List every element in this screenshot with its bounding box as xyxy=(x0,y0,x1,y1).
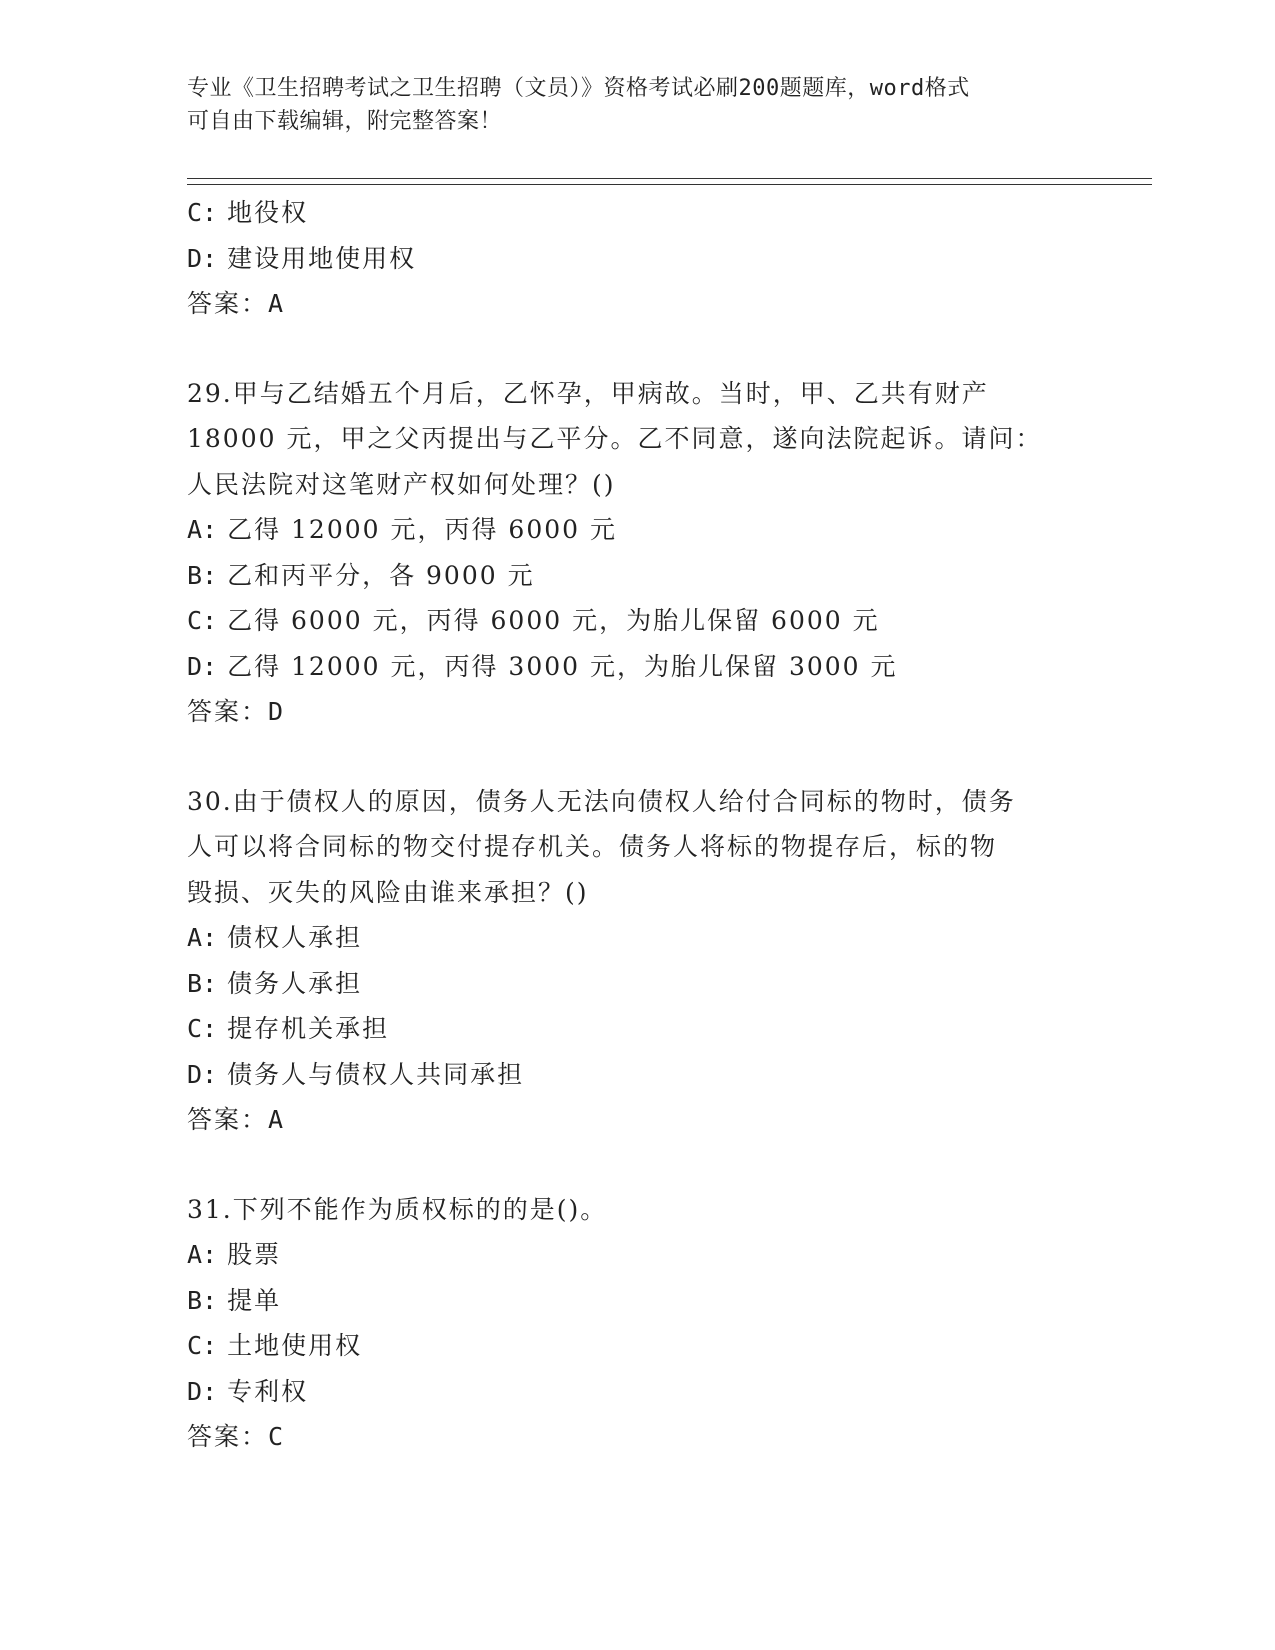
option-letter: C: xyxy=(187,198,218,227)
question-content xyxy=(187,190,1087,1460)
document-header xyxy=(187,72,1067,138)
option-text: 债务人与债权人共同承担 xyxy=(227,1059,525,1089)
answer-label: 答案： xyxy=(187,697,269,726)
answer-value: C xyxy=(268,1422,285,1451)
option-line xyxy=(187,236,1087,282)
option-letter: D: xyxy=(187,243,218,273)
answer-line xyxy=(187,1414,1087,1460)
option-line xyxy=(187,644,1087,690)
option-text: 债务人承担 xyxy=(227,968,363,998)
question-stem-line: 人可以将合同标的物交付提存机关。债务人将标的物提存后，标的物 xyxy=(187,832,998,861)
question-stem-line: 毁损、灭失的风险由谁来承担？() xyxy=(187,877,589,907)
answer-label: 答案： xyxy=(187,1422,269,1451)
option-letter: B: xyxy=(187,1285,218,1315)
option-line xyxy=(187,1232,1087,1278)
option-text: 提单 xyxy=(227,1285,282,1315)
option-text: 建设用地使用权 xyxy=(227,243,417,273)
option-letter: A: xyxy=(187,515,218,544)
option-letter: C: xyxy=(187,1331,218,1360)
question-30 xyxy=(187,779,1087,1143)
question-stem-line: 人民法院对这笔财产权如何处理？() xyxy=(187,469,616,499)
question-gap xyxy=(187,1143,1087,1187)
question-stem-line: 29.甲与乙结婚五个月后，乙怀孕，甲病故。当时，甲、乙共有财产 xyxy=(187,378,989,408)
answer-label: 答案： xyxy=(187,1105,269,1134)
option-letter: B: xyxy=(187,968,218,998)
option-line xyxy=(187,961,1087,1007)
option-text: 提存机关承担 xyxy=(227,1014,390,1043)
option-line xyxy=(187,1278,1087,1324)
option-text: 乙得 12000 元，丙得 3000 元，为胎儿保留 3000 元 xyxy=(227,651,898,681)
option-letter: D: xyxy=(187,1059,218,1089)
option-text: 乙得 12000 元，丙得 6000 元 xyxy=(227,515,618,544)
option-line xyxy=(187,1052,1087,1098)
question-29 xyxy=(187,371,1087,735)
option-text: 土地使用权 xyxy=(227,1331,363,1360)
question-gap xyxy=(187,327,1087,371)
answer-line xyxy=(187,689,1087,735)
option-line xyxy=(187,598,1087,644)
question-stem-line: 18000 元，甲之父丙提出与乙平分。乙不同意，遂向法院起诉。请问： xyxy=(187,424,1043,453)
answer-value: D xyxy=(268,697,285,726)
answer-line xyxy=(187,281,1087,327)
question-gap xyxy=(187,735,1087,779)
option-text: 股票 xyxy=(227,1240,282,1269)
option-letter: A: xyxy=(187,923,218,952)
option-line xyxy=(187,1006,1087,1052)
option-line xyxy=(187,1323,1087,1369)
option-text: 债权人承担 xyxy=(227,923,363,952)
carryover-block xyxy=(187,190,1087,327)
option-letter: B: xyxy=(187,560,218,590)
answer-value: A xyxy=(268,1105,285,1134)
question-stem-line: 31.下列不能作为质权标的的是()。 xyxy=(187,1194,608,1224)
option-letter: D: xyxy=(187,1376,218,1406)
option-line xyxy=(187,507,1087,553)
option-text: 乙得 6000 元，丙得 6000 元，为胎儿保留 6000 元 xyxy=(227,606,880,635)
header-double-rule xyxy=(187,178,1152,185)
question-stem-line: 30.由于债权人的原因，债务人无法向债权人给付合同标的物时，债务 xyxy=(187,786,1016,816)
answer-value: A xyxy=(268,289,285,318)
option-letter: A: xyxy=(187,1240,218,1269)
answer-line xyxy=(187,1097,1087,1143)
option-line xyxy=(187,553,1087,599)
answer-label: 答案： xyxy=(187,289,269,318)
option-line xyxy=(187,1369,1087,1415)
option-text: 乙和丙平分，各 9000 元 xyxy=(227,560,535,590)
option-line xyxy=(187,190,1087,236)
header-title-line-1: 专业《卫生招聘考试之卫生招聘（文员）》资格考试必刷200题题库，word格式 xyxy=(187,76,970,101)
option-letter: D: xyxy=(187,651,218,681)
option-text: 地役权 xyxy=(227,198,309,227)
question-31 xyxy=(187,1187,1087,1460)
option-letter: C: xyxy=(187,606,218,635)
header-title-line-2: 可自由下载编辑，附完整答案！ xyxy=(187,109,503,134)
document-page xyxy=(187,0,1147,1650)
option-line xyxy=(187,915,1087,961)
option-text: 专利权 xyxy=(227,1376,309,1406)
option-letter: C: xyxy=(187,1014,218,1043)
